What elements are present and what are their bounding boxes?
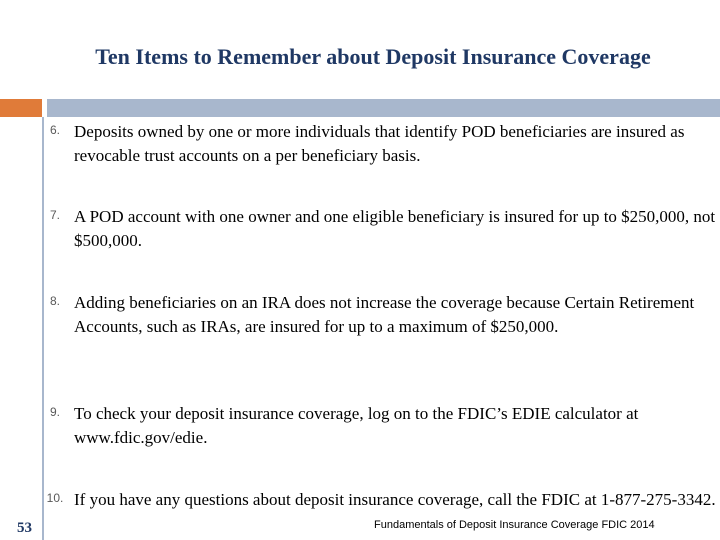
item-number: 9. xyxy=(49,405,60,419)
item-text: Adding beneficiaries on an IRA does not increase the coverage because Certain Retirement Accounts, such as IRAs, are insured for up to a maximum of $250,000. xyxy=(74,293,695,336)
list-item xyxy=(40,205,720,253)
list-item xyxy=(40,291,720,339)
slide-title: Ten Items to Remember about Deposit Insurance Coverage xyxy=(95,44,651,69)
item-text: A POD account with one owner and one eligible beneficiary is insured for up to $250,000, not $500,000. xyxy=(74,207,716,250)
list-item xyxy=(40,402,720,450)
footer-text: Fundamentals of Deposit Insurance Coverage FDIC 2014 xyxy=(374,519,655,531)
item-number: 6. xyxy=(49,123,60,137)
header-bar xyxy=(47,99,720,117)
list-item xyxy=(40,120,720,168)
item-number: 8. xyxy=(49,294,60,308)
accent-bar xyxy=(0,99,42,117)
slide-number: 53 xyxy=(17,520,32,536)
list-item xyxy=(40,488,720,512)
item-number: 10. xyxy=(46,491,64,505)
item-text: To check your deposit insurance coverage, log on to the FDIC’s EDIE calculator at www.fdic.gov/edie. xyxy=(74,404,639,447)
item-number: 7. xyxy=(49,208,60,222)
item-text: If you have any questions about deposit insurance coverage, call the FDIC at 1-877-275-3342. xyxy=(74,490,716,509)
item-text: Deposits owned by one or more individuals that identify POD beneficiaries are insured as revocable trust accounts on a per beneficiary basis. xyxy=(74,122,685,165)
